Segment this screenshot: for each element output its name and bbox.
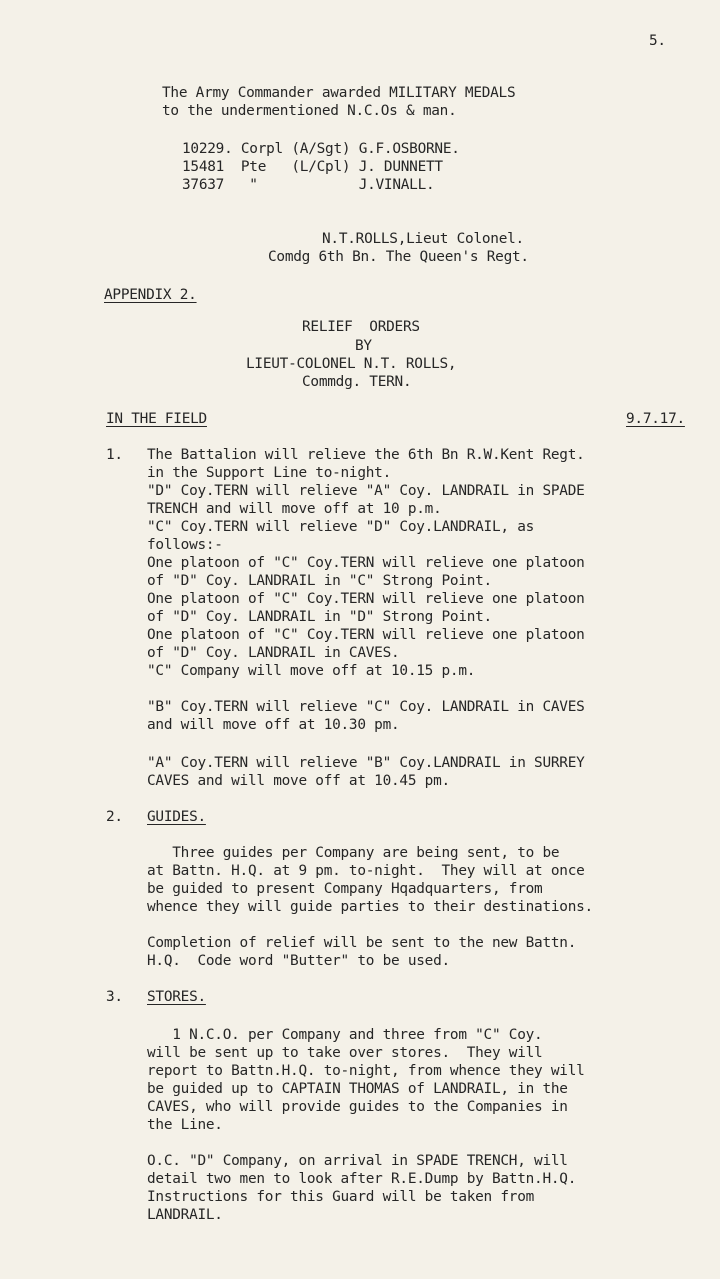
body-line: will be sent up to take over stores. They will <box>147 1045 543 1061</box>
title-line: LIEUT-COLONEL N.T. ROLLS, <box>246 356 457 372</box>
body-line: One platoon of "C" Coy.TERN will relieve one platoon <box>147 591 585 607</box>
body-line: Completion of relief will be sent to the new Battn. <box>147 935 577 951</box>
signature-line: Comdg 6th Bn. The Queen's Regt. <box>268 249 529 265</box>
section-2-number: 2. <box>106 809 123 825</box>
title-line: RELIEF ORDERS <box>302 319 420 335</box>
section-3-number: 3. <box>106 989 123 1005</box>
body-line: 1 N.C.O. per Company and three from "C" Coy. <box>147 1027 543 1043</box>
body-line: "B" Coy.TERN will relieve "C" Coy. LANDRAIL in CAVES <box>147 699 585 715</box>
body-line: "C" Coy.TERN will relieve "D" Coy.LANDRAIL, as <box>147 519 535 535</box>
body-line: "A" Coy.TERN will relieve "B" Coy.LANDRAIL in SURREY <box>147 755 585 771</box>
date-line: 9.7.17. <box>626 411 685 427</box>
body-line: Instructions for this Guard will be taken from <box>147 1189 535 1205</box>
body-line: of "D" Coy. LANDRAIL in "C" Strong Point. <box>147 573 492 589</box>
body-line: be guided to present Company Hqadquarters, from <box>147 881 543 897</box>
section-2-heading: GUIDES. <box>147 809 206 825</box>
body-line: the Line. <box>147 1117 223 1133</box>
body-line: and will move off at 10.30 pm. <box>147 717 400 733</box>
body-line: Three guides per Company are being sent, to be <box>147 845 560 861</box>
award-intro-line: The Army Commander awarded MILITARY MEDALS <box>162 85 516 101</box>
section-3-heading: STORES. <box>147 989 206 1005</box>
recipient-line: 10229. Corpl (A/Sgt) G.F.OSBORNE. <box>182 141 460 157</box>
body-line: One platoon of "C" Coy.TERN will relieve one platoon <box>147 555 585 571</box>
title-line: BY <box>355 338 372 354</box>
body-line: H.Q. Code word "Butter" to be used. <box>147 953 450 969</box>
body-line: whence they will guide parties to their destinations. <box>147 899 593 915</box>
body-line: The Battalion will relieve the 6th Bn R.W.Kent Regt. <box>147 447 585 463</box>
body-line: CAVES and will move off at 10.45 pm. <box>147 773 450 789</box>
appendix-heading: APPENDIX 2. <box>104 287 197 303</box>
body-line: O.C. "D" Company, on arrival in SPADE TRENCH, will <box>147 1153 568 1169</box>
body-line: One platoon of "C" Coy.TERN will relieve one platoon <box>147 627 585 643</box>
body-line: "C" Company will move off at 10.15 p.m. <box>147 663 476 679</box>
body-line: report to Battn.H.Q. to-night, from whence they will <box>147 1063 585 1079</box>
body-line: detail two men to look after R.E.Dump by Battn.H.Q. <box>147 1171 577 1187</box>
award-intro-line: to the undermentioned N.C.Os & man. <box>162 103 457 119</box>
body-line: LANDRAIL. <box>147 1207 223 1223</box>
body-line: in the Support Line to-night. <box>147 465 392 481</box>
title-line: Commdg. TERN. <box>302 374 412 390</box>
body-line: follows:- <box>147 537 223 553</box>
body-line: at Battn. H.Q. at 9 pm. to-night. They will at once <box>147 863 585 879</box>
body-line: TRENCH and will move off at 10 p.m. <box>147 501 442 517</box>
body-line: of "D" Coy. LANDRAIL in CAVES. <box>147 645 400 661</box>
section-1-number: 1. <box>106 447 123 463</box>
body-line: be guided up to CAPTAIN THOMAS of LANDRAIL, in the <box>147 1081 568 1097</box>
body-line: of "D" Coy. LANDRAIL in "D" Strong Point. <box>147 609 492 625</box>
signature-line: N.T.ROLLS,Lieut Colonel. <box>322 231 524 247</box>
body-line: CAVES, who will provide guides to the Companies in <box>147 1099 568 1115</box>
page-number: 5. <box>649 33 666 49</box>
body-line: "D" Coy.TERN will relieve "A" Coy. LANDRAIL in SPADE <box>147 483 585 499</box>
recipient-line: 37637 " J.VINALL. <box>182 177 435 193</box>
location-line: IN THE FIELD <box>106 411 207 427</box>
recipient-line: 15481 Pte (L/Cpl) J. DUNNETT <box>182 159 443 175</box>
